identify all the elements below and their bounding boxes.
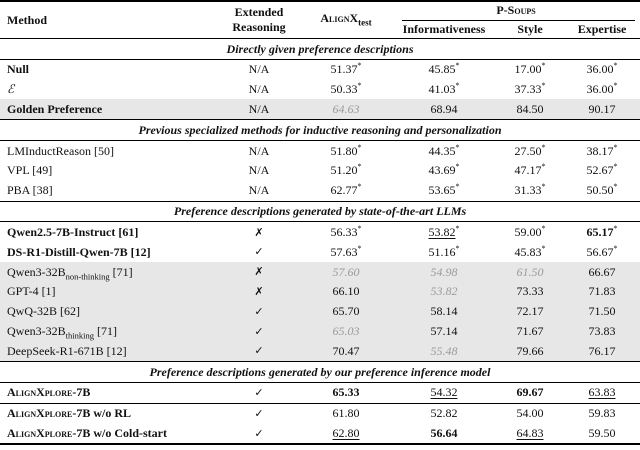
col-header-psoups	[392, 1, 640, 21]
section-title: Preference descriptions generated by our preference inference model	[0, 362, 640, 383]
value: 45.83	[514, 244, 542, 259]
value-cell	[300, 242, 392, 262]
value-cell	[392, 382, 496, 403]
value: 62.77	[330, 183, 358, 198]
psoups-label: P-Soups	[496, 3, 536, 17]
value: 56.64	[430, 426, 458, 441]
value-cell	[392, 423, 496, 444]
value-cell	[496, 321, 564, 341]
check-icon: ✓	[218, 302, 300, 322]
value: 57.14	[430, 323, 458, 338]
value: 59.50	[588, 426, 616, 441]
section-title: Directly given preference descriptions	[0, 39, 640, 60]
value: 53.82	[430, 284, 458, 299]
extended-line1: Extended	[234, 5, 284, 19]
value-cell	[496, 382, 564, 403]
value: 90.17	[588, 102, 616, 117]
significance-marker: *	[357, 223, 362, 233]
value: 17.00	[514, 62, 542, 77]
value: 65.70	[332, 304, 360, 319]
value-cell	[564, 141, 640, 161]
value-cell	[392, 99, 496, 119]
value-cell	[300, 423, 392, 444]
extended-line2: Reasoning	[232, 20, 286, 34]
table-row	[0, 262, 640, 282]
significance-marker: *	[541, 162, 546, 172]
method-cell	[0, 382, 218, 403]
value: 72.17	[516, 304, 544, 319]
value-cell	[392, 141, 496, 161]
section-title-row	[0, 39, 640, 60]
table-row	[0, 99, 640, 119]
significance-marker: *	[613, 61, 618, 71]
table-row	[0, 141, 640, 161]
method-label: thinking	[65, 330, 95, 341]
value-cell	[392, 341, 496, 361]
value-cell	[496, 181, 564, 201]
method-cell	[0, 141, 218, 161]
value: 59.83	[588, 406, 616, 421]
value-cell	[564, 242, 640, 262]
method-label: ℰ	[7, 82, 15, 97]
significance-marker: *	[455, 61, 460, 71]
method-cell	[0, 341, 218, 361]
significance-marker: *	[613, 142, 618, 152]
significance-marker: *	[613, 223, 618, 233]
method-cell	[0, 99, 218, 119]
table-row	[0, 242, 640, 262]
method-label: DeepSeek-R1-671B [12]	[7, 343, 127, 358]
value: 61.50	[516, 264, 544, 279]
method-cell	[0, 282, 218, 302]
reasoning-na: N/A	[218, 99, 300, 119]
significance-marker: *	[541, 243, 546, 253]
value-cell	[564, 222, 640, 242]
value: 70.47	[332, 343, 360, 358]
value-cell	[300, 141, 392, 161]
check-icon: ✓	[218, 341, 300, 361]
value: 79.66	[516, 343, 544, 358]
value: 58.14	[430, 304, 458, 319]
check-icon: ✓	[254, 426, 264, 440]
value-cell	[496, 161, 564, 181]
value: 59.00	[514, 224, 542, 239]
value: 57.60	[332, 264, 360, 279]
method-cell	[0, 242, 218, 262]
value-cell	[300, 99, 392, 119]
value: 44.35	[428, 143, 456, 158]
value-cell	[392, 59, 496, 79]
significance-marker: *	[541, 223, 546, 233]
value-cell	[496, 99, 564, 119]
value-cell	[496, 80, 564, 100]
method-cell	[0, 161, 218, 181]
value-cell	[392, 302, 496, 322]
table-row	[0, 59, 640, 79]
value: 53.82	[428, 224, 456, 239]
method-label: DS-R1-Distill-Qwen-7B [12]	[7, 244, 151, 259]
reasoning-na: N/A	[248, 163, 270, 178]
significance-marker: *	[455, 81, 460, 91]
value: 66.10	[332, 284, 360, 299]
value: 65.17	[586, 224, 614, 239]
value-cell	[300, 161, 392, 181]
value: 64.63	[332, 102, 360, 117]
cross-icon: ✗	[218, 282, 300, 302]
value: 66.67	[588, 264, 616, 279]
value-cell	[300, 262, 392, 282]
method-label: VPL [49]	[7, 163, 53, 178]
method-cell	[0, 222, 218, 242]
value: 65.33	[332, 385, 360, 400]
value-cell	[392, 161, 496, 181]
value: 53.65	[428, 183, 456, 198]
cross-icon: ✗	[218, 262, 300, 282]
value: 84.50	[516, 102, 544, 117]
significance-marker: *	[455, 223, 460, 233]
value: 41.03	[428, 82, 456, 97]
significance-marker: *	[357, 61, 362, 71]
value-cell	[564, 282, 640, 302]
value-cell	[564, 262, 640, 282]
col-header-method: Method	[7, 12, 47, 27]
value-cell	[564, 341, 640, 361]
method-label: AlignXplore-7B	[7, 426, 91, 441]
value: 73.33	[516, 284, 544, 299]
value: 61.80	[332, 406, 360, 421]
value-cell	[300, 282, 392, 302]
check-icon: ✓	[218, 321, 300, 341]
value: 31.33	[514, 183, 542, 198]
method-cell	[0, 262, 218, 282]
value: 71.50	[588, 304, 616, 319]
table-row	[0, 302, 640, 322]
value-cell	[564, 99, 640, 119]
significance-marker: *	[613, 162, 618, 172]
value-cell	[300, 382, 392, 403]
value: 51.37	[330, 62, 358, 77]
value: 51.20	[330, 163, 358, 178]
check-icon: ✓	[254, 386, 264, 400]
value-cell	[392, 242, 496, 262]
significance-marker: *	[357, 142, 362, 152]
value-cell	[300, 222, 392, 242]
value: 37.33	[514, 82, 542, 97]
value: 55.48	[430, 343, 458, 358]
significance-marker: *	[541, 142, 546, 152]
value: 45.85	[428, 62, 456, 77]
value: 54.98	[430, 264, 458, 279]
table-row	[0, 181, 640, 201]
table-header	[0, 1, 640, 39]
value-cell	[496, 341, 564, 361]
method-cell	[0, 423, 218, 444]
value: 76.17	[588, 343, 616, 358]
method-label: w/o Cold-start	[90, 426, 168, 441]
value: 50.33	[330, 82, 358, 97]
value: 63.83	[588, 385, 616, 400]
value-cell	[300, 181, 392, 201]
value: 73.83	[588, 323, 616, 338]
significance-marker: *	[541, 182, 546, 192]
significance-marker: *	[613, 81, 618, 91]
method-label: Qwen2.5-7B-Instruct [61]	[7, 224, 139, 239]
method-label: Null	[7, 62, 30, 77]
check-icon: ✓	[254, 245, 264, 259]
significance-marker: *	[541, 81, 546, 91]
method-label: [71]	[94, 323, 118, 338]
value-cell	[300, 80, 392, 100]
value: 56.33	[330, 224, 358, 239]
value-cell	[392, 222, 496, 242]
alignx-subscript: test	[358, 17, 372, 28]
col-header-style: Style	[517, 22, 543, 36]
table-row	[0, 423, 640, 444]
value: 62.80	[332, 426, 360, 441]
value: 68.94	[430, 102, 458, 117]
significance-marker: *	[541, 61, 546, 71]
value-cell	[564, 161, 640, 181]
significance-marker: *	[613, 182, 618, 192]
value-cell	[564, 423, 640, 444]
value: 64.83	[516, 426, 544, 441]
value-cell	[564, 59, 640, 79]
value-cell	[496, 403, 564, 423]
method-cell	[0, 181, 218, 201]
method-cell	[0, 403, 218, 423]
value: 27.50	[514, 143, 542, 158]
table-row	[0, 282, 640, 302]
value: 47.17	[514, 163, 542, 178]
value-cell	[300, 302, 392, 322]
method-label: AlignXplore-7B	[7, 385, 91, 400]
table-row	[0, 321, 640, 341]
method-label: PBA [38]	[7, 183, 53, 198]
value-cell	[300, 403, 392, 423]
value-cell	[496, 423, 564, 444]
method-label: AlignXplore-7B	[7, 406, 91, 421]
value-cell	[564, 321, 640, 341]
reasoning-na: N/A	[248, 143, 270, 158]
value-cell	[496, 222, 564, 242]
method-cell	[0, 80, 218, 100]
method-label: Qwen3-32B	[7, 264, 66, 279]
reasoning-na: N/A	[248, 62, 270, 77]
value: 36.00	[586, 62, 614, 77]
value-cell	[300, 321, 392, 341]
value: 65.03	[332, 323, 360, 338]
cross-icon: ✗	[254, 225, 264, 239]
method-label: non-thinking	[65, 270, 110, 281]
value: 43.69	[428, 163, 456, 178]
col-header-extended-reasoning	[218, 1, 300, 39]
value: 71.83	[588, 284, 616, 299]
value: 69.67	[516, 385, 544, 400]
col-header-alignx-test	[300, 1, 392, 39]
value-cell	[496, 302, 564, 322]
significance-marker: *	[455, 182, 460, 192]
value-cell	[392, 321, 496, 341]
table-row	[0, 341, 640, 361]
value-cell	[300, 341, 392, 361]
value: 71.67	[516, 323, 544, 338]
method-label: GPT-4 [1]	[7, 284, 56, 299]
significance-marker: *	[455, 243, 460, 253]
value-cell	[496, 141, 564, 161]
table-row	[0, 222, 640, 242]
method-label: QwQ-32B [62]	[7, 304, 80, 319]
method-cell	[0, 302, 218, 322]
col-header-expertise: Expertise	[577, 22, 627, 36]
method-label: Qwen3-32B	[7, 323, 66, 338]
significance-marker: *	[357, 182, 362, 192]
value-cell	[564, 181, 640, 201]
value: 51.80	[330, 143, 358, 158]
col-header-informativeness: Informativeness	[402, 22, 486, 36]
value: 52.82	[430, 406, 458, 421]
method-cell	[0, 321, 218, 341]
significance-marker: *	[357, 81, 362, 91]
method-label: LMInductReason [50]	[7, 143, 114, 158]
section-title-row	[0, 201, 640, 222]
method-label: Golden Preference	[7, 102, 103, 117]
table-row	[0, 161, 640, 181]
table-row	[0, 80, 640, 100]
value: 54.00	[516, 406, 544, 421]
table-row	[0, 403, 640, 423]
value: 54.32	[430, 385, 458, 400]
table-row	[0, 382, 640, 403]
value-cell	[564, 403, 640, 423]
section-title-row	[0, 120, 640, 141]
value-cell	[496, 262, 564, 282]
check-icon: ✓	[218, 403, 300, 423]
section-title: Previous specialized methods for inductive reasoning and personalization	[0, 120, 640, 141]
value: 57.63	[330, 244, 358, 259]
value-cell	[300, 59, 392, 79]
value-cell	[392, 181, 496, 201]
section-title-row	[0, 362, 640, 383]
value: 52.67	[586, 163, 614, 178]
method-label: w/o RL	[90, 406, 132, 421]
value: 56.67	[586, 244, 614, 259]
significance-marker: *	[357, 162, 362, 172]
value-cell	[496, 282, 564, 302]
value: 38.17	[586, 143, 614, 158]
significance-marker: *	[613, 243, 618, 253]
significance-marker: *	[455, 142, 460, 152]
method-cell	[0, 59, 218, 79]
table-body	[0, 39, 640, 445]
value-cell	[496, 59, 564, 79]
value-cell	[392, 403, 496, 423]
value-cell	[392, 80, 496, 100]
value-cell	[392, 262, 496, 282]
value: 51.16	[428, 244, 456, 259]
significance-marker: *	[357, 243, 362, 253]
method-label: [71]	[109, 264, 133, 279]
section-title: Preference descriptions generated by state-of-the-art LLMs	[0, 201, 640, 222]
value-cell	[564, 80, 640, 100]
value-cell	[564, 382, 640, 403]
value: 36.00	[586, 82, 614, 97]
reasoning-na: N/A	[248, 82, 270, 97]
alignx-label: AlignX	[320, 11, 359, 26]
value-cell	[392, 282, 496, 302]
value-cell	[496, 242, 564, 262]
value: 50.50	[586, 183, 614, 198]
significance-marker: *	[455, 162, 460, 172]
value-cell	[564, 302, 640, 322]
reasoning-na: N/A	[248, 183, 270, 198]
